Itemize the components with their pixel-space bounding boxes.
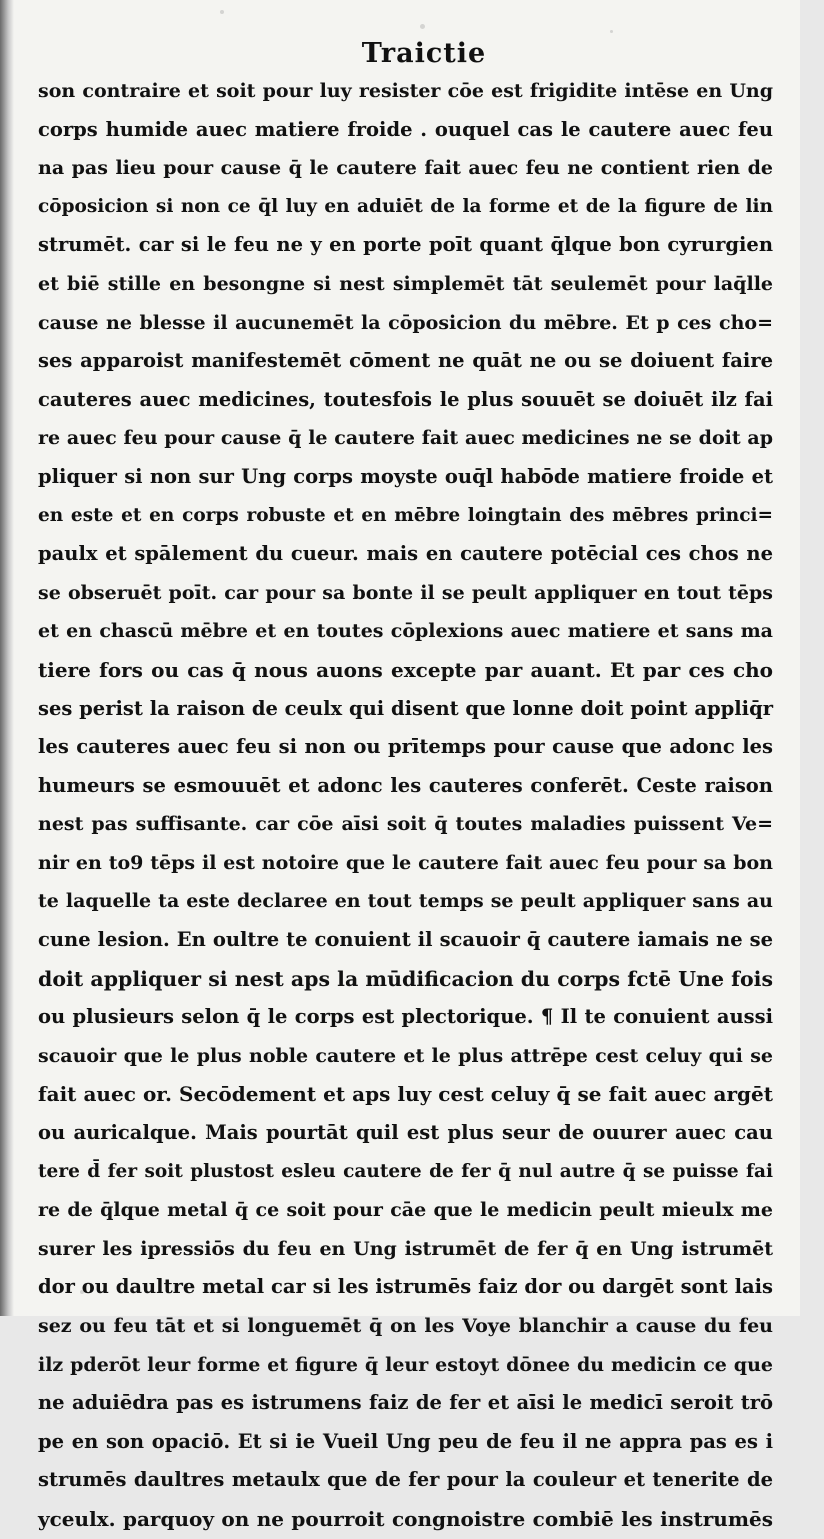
text-line: se obseruēt poīt. car pour sa bonte il se peult appliquer en tout tēps: [38, 581, 773, 604]
text-line: cause ne blesse il aucunemēt la cōposicion du mēbre. Et p ces cho=: [38, 311, 773, 334]
running-head: Traictie: [361, 38, 487, 69]
text-line: ou auricalque. Mais pourtāt quil est plus seur de ouurer auec cau: [38, 1121, 773, 1145]
text-line: strumēt. car si le feu ne y en porte poīt quant q̄lque bon cyrurgien: [38, 233, 773, 257]
text-line: les cauteres auec feu si non ou prītemps pour cause que adonc les: [38, 735, 773, 759]
text-line: na pas lieu pour cause q̄ le cautere fait auec feu ne contient rien de: [38, 157, 773, 180]
text-line: paulx et spālement du cueur. mais en cautere potēcial ces chos ne: [38, 542, 773, 566]
body-text: [38, 72, 773, 1539]
text-line: fait auec or. Secōdement et aps luy cest celuy q̄ se fait auec argēt: [38, 1082, 773, 1107]
text-line: pe en son opaciō. Et si ie Vueil Ung peu de feu il ne appra pas es i: [38, 1429, 773, 1453]
print-speck: [80, 1290, 84, 1294]
text-line: te laquelle ta este declaree en tout temps se peult appliquer sans au: [38, 890, 773, 913]
text-line: et biē stille en besongne si nest simplemēt tāt seulemēt pour laq̄lle: [38, 272, 773, 295]
text-line: son contraire et soit pour luy resister cōe est frigidite intēse en Ung: [38, 80, 773, 102]
text-line: cōposicion si non ce q̄l luy en aduiēt de la forme et de la figure de lin: [38, 195, 773, 217]
print-speck: [220, 10, 224, 14]
print-speck: [420, 24, 425, 29]
text-line: ses apparoist manifestemēt cōment ne quāt ne ou se doiuent faire: [38, 349, 773, 373]
text-line: en este et en corps robuste et en mēbre loingtain des mēbres princi=: [38, 504, 773, 526]
text-line: strumēs daultres metaulx que de fer pour la couleur et tenerite de: [38, 1468, 773, 1492]
text-line: et en chascū mēbre et en toutes cōplexions auec matiere et sans ma: [38, 620, 773, 643]
text-line: surer les ipressiōs du feu en Ung istrumēt de fer q̄ en Ung istrumēt: [38, 1237, 773, 1260]
text-line: cune lesion. En oultre te conuient il scauoir q̄ cautere iamais ne se: [38, 928, 773, 952]
text-line: tiere fors ou cas q̄ nous auons excepte par auant. Et par ces cho: [38, 657, 773, 682]
text-line: doit appliquer si nest aps la mūdificacion du corps fctē Une fois: [38, 966, 773, 991]
text-line: ilz pderōt leur forme et figure q̄ leur estoyt dōnee du medicin ce que: [38, 1353, 773, 1376]
text-line: tere d̄ fer soit plustost esleu cautere de fer q̄ nul autre q̄ se puisse fai: [38, 1160, 773, 1182]
text-line: cauteres auec medicines, toutesfois le plus souuēt se doiuēt ilz fai: [38, 387, 773, 411]
text-line: ou plusieurs selon q̄ le corps est plectorique. ¶ Il te conuient aussi: [38, 1005, 773, 1029]
text-line: pliquer si non sur Ung corps moyste ouq̄l habōde matiere froide et: [38, 464, 773, 488]
text-line: dor ou daultre metal car si les istrumēs faiz dor ou dargēt sont lais: [38, 1275, 773, 1299]
text-line: scauoir que le plus noble cautere et le plus attrēpe cest celuy qui se: [38, 1044, 773, 1067]
text-line: re de q̄lque metal q̄ ce soit pour cāe que le medicin peult mieulx me: [38, 1199, 773, 1222]
print-speck: [610, 30, 613, 33]
text-line: corps humide auec matiere froide . ouquel cas le cautere auec feu: [38, 117, 773, 141]
text-line: re auec feu pour cause q̄ le cautere fait auec medicines ne se doit ap: [38, 427, 773, 450]
text-line: yceulx. parquoy on ne pourroit congnoistre combiē les instrumēs: [38, 1506, 773, 1531]
text-line: ne aduiēdra pas es istrumens faiz de fer et aīsi le medicī seroit trō: [38, 1391, 773, 1415]
text-line: nir en to9 tēps il est notoire que le cautere fait auec feu pour sa bon: [38, 851, 773, 874]
text-line: nest pas suffisante. car cōe aīsi soit q̄ toutes maladies puissent Ve=: [38, 813, 773, 836]
text-line: humeurs se esmouuēt et adonc les cauteres conferēt. Ceste raison: [38, 773, 773, 797]
text-line: sez ou feu tāt et si longuemēt q̄ on les Voye blanchir a cause du feu: [38, 1315, 773, 1337]
text-line: ses perist la raison de ceulx qui disent que lonne doit point appliq̄r: [38, 696, 773, 720]
page-gutter-shadow: [0, 0, 14, 1316]
